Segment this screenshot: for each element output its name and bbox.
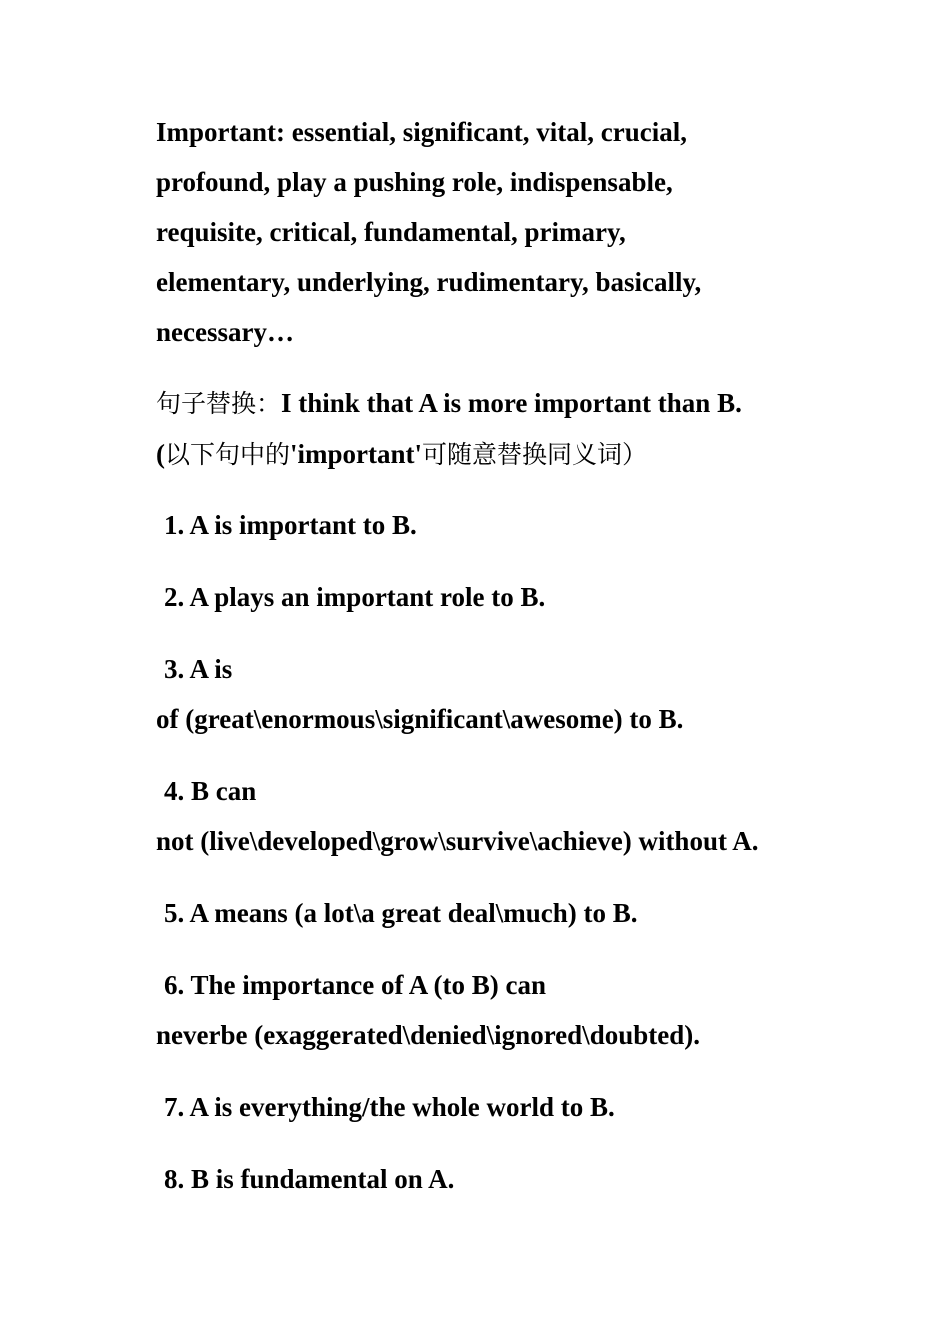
- example-line: 2. A plays an important role to B.: [164, 582, 546, 612]
- synonyms-line: necessary…: [156, 317, 294, 347]
- synonyms-paragraph: [156, 107, 836, 357]
- replacement-paragraph: [156, 378, 836, 480]
- example-item: [156, 572, 836, 622]
- note-open-paren: (: [156, 439, 165, 469]
- example-item: [156, 960, 836, 1060]
- replacement-sentence: I think that A is more important than B.: [281, 388, 742, 418]
- example-item: [156, 644, 836, 744]
- example-item: [156, 1082, 836, 1132]
- synonyms-line: Important: essential, significant, vital, crucial,: [156, 117, 687, 147]
- example-item: [156, 500, 836, 550]
- synonyms-line: requisite, critical, fundamental, primary,: [156, 217, 626, 247]
- example-line: 7. A is everything/the whole world to B.: [164, 1092, 615, 1122]
- example-item: [156, 888, 836, 938]
- example-continuation: of (great\enormous\significant\awesome) to B.: [156, 704, 684, 734]
- example-item: [156, 766, 836, 866]
- example-line: 3. A is: [164, 654, 233, 684]
- replacement-note-line: [156, 429, 836, 480]
- example-item: [156, 1154, 836, 1204]
- example-line: 8. B is fundamental on A.: [164, 1164, 455, 1194]
- example-line: 1. A is important to B.: [164, 510, 417, 540]
- note-text-1: 以下句中的: [165, 440, 291, 469]
- synonyms-line: profound, play a pushing role, indispensable,: [156, 167, 673, 197]
- example-continuation: neverbe (exaggerated\denied\ignored\doubted).: [156, 1020, 700, 1050]
- synonyms-line: elementary, underlying, rudimentary, basically,: [156, 267, 702, 297]
- example-line: 5. A means (a lot\a great deal\much) to B.: [164, 898, 638, 928]
- example-continuation: not (live\developed\grow\survive\achieve) without A.: [156, 826, 759, 856]
- note-keyword: 'important': [290, 439, 423, 469]
- note-text-2: 可随意替换同义词）: [422, 440, 648, 469]
- example-line: 4. B can: [164, 776, 257, 806]
- replacement-label: 句子替换：: [156, 389, 282, 418]
- example-line: 6. The importance of A (to B) can: [164, 970, 546, 1000]
- replacement-heading-line: [156, 378, 836, 429]
